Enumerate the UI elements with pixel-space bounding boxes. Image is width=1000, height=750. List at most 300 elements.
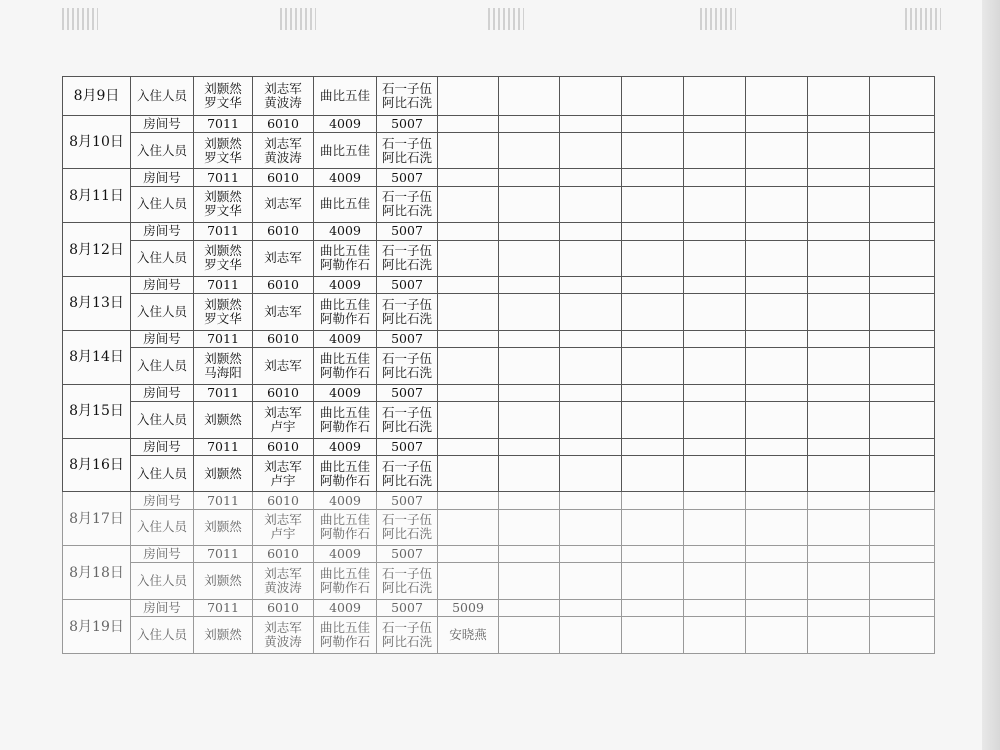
resident-names-cell	[622, 509, 684, 546]
resident-names-cell	[870, 348, 935, 385]
resident-names-cell	[499, 240, 560, 277]
binding-hole-mark	[280, 8, 316, 30]
resident-names-cell	[560, 186, 622, 223]
date-cell: 8月14日	[63, 330, 131, 384]
room-number-cell	[870, 277, 935, 294]
room-number-cell	[499, 546, 560, 563]
room-label-cell: 房间号	[131, 330, 194, 347]
room-number-cell	[684, 223, 746, 240]
room-number-cell: 7011	[194, 438, 253, 455]
room-number-cell	[870, 492, 935, 509]
resident-label-cell: 入住人员	[131, 77, 194, 116]
room-number-cell	[746, 438, 808, 455]
resident-names-cell	[746, 348, 808, 385]
room-number-row	[63, 330, 935, 347]
resident-names-cell	[870, 509, 935, 546]
resident-names-cell: 刘志军 卢宇	[253, 509, 314, 546]
resident-names-cell	[746, 186, 808, 223]
room-number-cell	[438, 546, 499, 563]
room-number-cell: 5007	[377, 169, 438, 186]
room-number-cell	[499, 438, 560, 455]
resident-names-cell	[746, 509, 808, 546]
resident-names-cell	[499, 186, 560, 223]
room-number-cell: 7011	[194, 330, 253, 347]
room-number-cell: 5007	[377, 277, 438, 294]
resident-names-cell	[870, 294, 935, 331]
resident-names-cell	[684, 348, 746, 385]
resident-names-cell	[746, 240, 808, 277]
room-number-cell	[870, 330, 935, 347]
resident-names-cell	[808, 455, 870, 492]
resident-names-cell: 石一子伍 阿比石洗	[377, 348, 438, 385]
room-number-cell	[808, 277, 870, 294]
resident-names-cell: 刘志军	[253, 240, 314, 277]
resident-names-cell	[870, 402, 935, 439]
room-number-cell	[560, 330, 622, 347]
binding-hole-mark	[62, 8, 98, 30]
resident-names-cell: 石一子伍 阿比石洗	[377, 455, 438, 492]
room-number-cell: 7011	[194, 115, 253, 132]
resident-names-cell: 曲比五佳	[314, 132, 377, 169]
date-cell: 8月11日	[63, 169, 131, 223]
date-cell: 8月18日	[63, 546, 131, 600]
resident-label-cell: 入住人员	[131, 186, 194, 223]
room-number-cell	[499, 492, 560, 509]
room-number-cell: 5007	[377, 546, 438, 563]
room-number-row	[63, 438, 935, 455]
room-number-cell	[438, 330, 499, 347]
resident-names-cell	[808, 186, 870, 223]
room-number-cell	[870, 438, 935, 455]
room-number-cell	[560, 384, 622, 401]
room-number-cell	[622, 438, 684, 455]
resident-names-cell: 曲比五佳 阿勒作石	[314, 240, 377, 277]
resident-names-cell	[870, 617, 935, 654]
room-number-cell	[499, 330, 560, 347]
resident-names-cell: 石一子伍 阿比石洗	[377, 509, 438, 546]
room-number-cell	[560, 169, 622, 186]
resident-names-cell	[438, 402, 499, 439]
room-label-cell: 房间号	[131, 115, 194, 132]
resident-names-cell	[499, 617, 560, 654]
resident-label-cell: 入住人员	[131, 240, 194, 277]
resident-names-cell: 曲比五佳 阿勒作石	[314, 348, 377, 385]
resident-names-cell	[870, 563, 935, 600]
room-number-cell: 7011	[194, 277, 253, 294]
room-number-cell: 4009	[314, 277, 377, 294]
resident-names-cell: 石一子伍 阿比石洗	[377, 617, 438, 654]
room-number-cell	[622, 330, 684, 347]
room-number-cell	[870, 115, 935, 132]
resident-names-cell	[499, 294, 560, 331]
room-number-cell	[808, 115, 870, 132]
room-number-cell: 6010	[253, 384, 314, 401]
resident-names-cell	[560, 402, 622, 439]
room-number-cell	[622, 546, 684, 563]
room-number-cell	[870, 600, 935, 617]
resident-names-cell: 刘志军 卢宇	[253, 402, 314, 439]
resident-names-cell	[438, 186, 499, 223]
resident-names-cell	[808, 240, 870, 277]
room-number-cell	[622, 223, 684, 240]
room-number-cell	[622, 384, 684, 401]
resident-names-cell	[746, 455, 808, 492]
resident-names-cell	[808, 402, 870, 439]
room-number-cell: 6010	[253, 546, 314, 563]
resident-names-cell	[746, 617, 808, 654]
resident-names-cell: 曲比五佳 阿勒作石	[314, 294, 377, 331]
room-number-cell: 6010	[253, 115, 314, 132]
resident-names-cell	[622, 402, 684, 439]
room-number-cell	[622, 169, 684, 186]
resident-names-cell	[438, 455, 499, 492]
resident-names-cell: 石一子伍 阿比石洗	[377, 186, 438, 223]
resident-names-cell	[499, 348, 560, 385]
room-number-row	[63, 115, 935, 132]
resident-names-cell: 石一子伍 阿比石洗	[377, 132, 438, 169]
resident-names-cell	[438, 240, 499, 277]
resident-row	[63, 240, 935, 277]
resident-names-cell: 曲比五佳 阿勒作石	[314, 617, 377, 654]
resident-names-cell	[684, 132, 746, 169]
room-number-cell	[808, 223, 870, 240]
room-number-cell	[808, 600, 870, 617]
room-number-cell	[746, 384, 808, 401]
resident-names-cell	[438, 563, 499, 600]
room-label-cell: 房间号	[131, 600, 194, 617]
resident-label-cell: 入住人员	[131, 563, 194, 600]
date-cell: 8月16日	[63, 438, 131, 492]
resident-row	[63, 348, 935, 385]
room-number-cell	[560, 600, 622, 617]
resident-names-cell: 曲比五佳 阿勒作石	[314, 509, 377, 546]
resident-names-cell	[870, 455, 935, 492]
resident-row	[63, 617, 935, 654]
room-number-cell	[622, 600, 684, 617]
resident-names-cell: 石一子伍 阿比石洗	[377, 402, 438, 439]
room-number-cell	[870, 169, 935, 186]
room-label-cell: 房间号	[131, 223, 194, 240]
page-edge	[982, 0, 1000, 750]
room-number-cell: 4009	[314, 169, 377, 186]
room-number-cell	[560, 546, 622, 563]
resident-names-cell	[560, 294, 622, 331]
resident-names-cell	[870, 186, 935, 223]
resident-names-cell	[746, 77, 808, 116]
resident-row	[63, 563, 935, 600]
date-cell: 8月10日	[63, 115, 131, 169]
room-number-cell: 7011	[194, 384, 253, 401]
resident-names-cell	[438, 509, 499, 546]
resident-names-cell: 刘颢然	[194, 563, 253, 600]
resident-names-cell	[684, 294, 746, 331]
resident-label-cell: 入住人员	[131, 348, 194, 385]
room-number-row	[63, 169, 935, 186]
resident-names-cell: 刘志军 黄波涛	[253, 77, 314, 116]
room-number-cell: 7011	[194, 600, 253, 617]
resident-names-cell	[808, 294, 870, 331]
date-cell: 8月15日	[63, 384, 131, 438]
resident-names-cell: 曲比五佳 阿勒作石	[314, 563, 377, 600]
resident-names-cell	[622, 455, 684, 492]
resident-names-cell: 刘颢然 罗文华	[194, 186, 253, 223]
room-number-cell	[622, 492, 684, 509]
room-assignment-table	[62, 76, 935, 654]
room-number-cell	[438, 277, 499, 294]
resident-label-cell: 入住人员	[131, 132, 194, 169]
resident-row	[63, 509, 935, 546]
room-number-cell: 7011	[194, 492, 253, 509]
resident-label-cell: 入住人员	[131, 402, 194, 439]
resident-names-cell	[622, 617, 684, 654]
room-number-cell: 5007	[377, 438, 438, 455]
resident-names-cell	[684, 455, 746, 492]
resident-label-cell: 入住人员	[131, 617, 194, 654]
room-number-cell	[808, 330, 870, 347]
resident-label-cell: 入住人员	[131, 455, 194, 492]
room-number-cell	[438, 115, 499, 132]
resident-names-cell	[560, 348, 622, 385]
room-number-cell	[684, 115, 746, 132]
room-number-cell	[622, 277, 684, 294]
resident-names-cell: 刘志军 黄波涛	[253, 617, 314, 654]
resident-names-cell	[438, 348, 499, 385]
binding-hole-mark	[905, 8, 941, 30]
room-number-cell: 6010	[253, 330, 314, 347]
resident-names-cell	[560, 240, 622, 277]
binding-hole-mark	[488, 8, 524, 30]
room-number-cell	[808, 546, 870, 563]
room-number-cell	[499, 223, 560, 240]
room-number-cell: 4009	[314, 600, 377, 617]
resident-names-cell	[499, 77, 560, 116]
room-number-cell: 6010	[253, 277, 314, 294]
room-number-cell	[746, 223, 808, 240]
room-number-cell	[870, 223, 935, 240]
resident-names-cell	[622, 132, 684, 169]
room-number-cell	[560, 492, 622, 509]
room-number-cell: 4009	[314, 546, 377, 563]
resident-names-cell: 石一子伍 阿比石洗	[377, 240, 438, 277]
table-body	[63, 77, 935, 654]
room-number-cell: 7011	[194, 169, 253, 186]
resident-names-cell	[622, 77, 684, 116]
room-number-cell	[684, 330, 746, 347]
room-number-cell: 4009	[314, 115, 377, 132]
resident-names-cell: 石一子伍 阿比石洗	[377, 294, 438, 331]
resident-names-cell: 刘志军 黄波涛	[253, 563, 314, 600]
room-number-row	[63, 277, 935, 294]
resident-label-cell: 入住人员	[131, 509, 194, 546]
room-number-cell	[684, 492, 746, 509]
resident-row	[63, 186, 935, 223]
room-number-cell	[808, 384, 870, 401]
room-number-row	[63, 546, 935, 563]
resident-names-cell	[870, 77, 935, 116]
resident-names-cell: 曲比五佳	[314, 186, 377, 223]
room-number-cell	[560, 223, 622, 240]
resident-names-cell	[808, 563, 870, 600]
resident-label-cell: 入住人员	[131, 294, 194, 331]
resident-names-cell: 刘颢然 马海阳	[194, 348, 253, 385]
resident-names-cell: 刘志军 黄波涛	[253, 132, 314, 169]
room-number-cell	[499, 384, 560, 401]
room-number-cell: 7011	[194, 223, 253, 240]
resident-row	[63, 132, 935, 169]
room-number-cell	[438, 438, 499, 455]
room-number-cell	[870, 546, 935, 563]
resident-names-cell	[746, 402, 808, 439]
resident-names-cell	[622, 186, 684, 223]
resident-names-cell	[560, 132, 622, 169]
resident-names-cell: 曲比五佳	[314, 77, 377, 116]
room-number-cell	[684, 384, 746, 401]
resident-names-cell	[746, 563, 808, 600]
resident-names-cell: 石一子伍 阿比石洗	[377, 563, 438, 600]
resident-names-cell	[622, 348, 684, 385]
room-number-row	[63, 384, 935, 401]
room-number-cell: 4009	[314, 384, 377, 401]
room-number-cell	[622, 115, 684, 132]
room-number-cell	[499, 115, 560, 132]
resident-names-cell	[499, 509, 560, 546]
room-number-cell: 4009	[314, 223, 377, 240]
room-number-cell: 6010	[253, 600, 314, 617]
resident-names-cell: 曲比五佳 阿勒作石	[314, 455, 377, 492]
room-number-cell: 4009	[314, 492, 377, 509]
resident-names-cell	[438, 294, 499, 331]
room-number-cell: 6010	[253, 438, 314, 455]
room-number-cell	[746, 169, 808, 186]
room-number-cell: 6010	[253, 492, 314, 509]
resident-names-cell: 刘志军 卢宇	[253, 455, 314, 492]
room-label-cell: 房间号	[131, 169, 194, 186]
resident-names-cell	[499, 563, 560, 600]
resident-names-cell	[560, 563, 622, 600]
room-number-cell: 7011	[194, 546, 253, 563]
room-number-cell	[499, 277, 560, 294]
room-number-cell: 5007	[377, 330, 438, 347]
resident-names-cell	[808, 77, 870, 116]
room-number-cell	[684, 438, 746, 455]
room-number-cell	[684, 277, 746, 294]
room-number-cell	[746, 492, 808, 509]
room-number-cell	[746, 600, 808, 617]
resident-names-cell: 石一子伍 阿比石洗	[377, 77, 438, 116]
date-cell: 8月12日	[63, 223, 131, 277]
room-number-cell	[684, 169, 746, 186]
resident-names-cell: 刘颢然	[194, 617, 253, 654]
resident-names-cell: 刘颢然	[194, 455, 253, 492]
room-number-cell	[746, 277, 808, 294]
room-number-cell	[438, 169, 499, 186]
room-number-cell	[808, 438, 870, 455]
room-number-cell	[438, 492, 499, 509]
room-label-cell: 房间号	[131, 492, 194, 509]
room-number-cell: 5007	[377, 384, 438, 401]
resident-names-cell	[499, 402, 560, 439]
resident-names-cell: 刘颢然	[194, 509, 253, 546]
date-cell: 8月19日	[63, 600, 131, 654]
resident-row	[63, 455, 935, 492]
room-number-cell: 5007	[377, 223, 438, 240]
resident-row	[63, 77, 935, 116]
resident-names-cell: 刘颢然	[194, 402, 253, 439]
resident-names-cell	[560, 509, 622, 546]
resident-names-cell	[684, 563, 746, 600]
date-cell: 8月17日	[63, 492, 131, 546]
resident-names-cell: 刘志军	[253, 186, 314, 223]
room-number-cell	[438, 384, 499, 401]
room-number-cell	[438, 223, 499, 240]
room-number-cell: 5007	[377, 492, 438, 509]
room-number-cell: 6010	[253, 169, 314, 186]
room-number-cell	[560, 277, 622, 294]
room-number-cell: 6010	[253, 223, 314, 240]
resident-names-cell	[684, 509, 746, 546]
room-number-cell	[746, 546, 808, 563]
resident-names-cell	[684, 402, 746, 439]
resident-names-cell	[746, 132, 808, 169]
resident-names-cell	[808, 132, 870, 169]
resident-names-cell	[622, 294, 684, 331]
resident-names-cell	[622, 563, 684, 600]
room-number-cell: 4009	[314, 438, 377, 455]
room-number-cell	[808, 169, 870, 186]
resident-names-cell	[684, 617, 746, 654]
resident-names-cell	[560, 617, 622, 654]
resident-names-cell	[560, 455, 622, 492]
resident-names-cell	[808, 617, 870, 654]
room-number-cell	[499, 600, 560, 617]
room-label-cell: 房间号	[131, 277, 194, 294]
resident-names-cell	[560, 77, 622, 116]
resident-names-cell	[499, 455, 560, 492]
room-number-cell	[746, 115, 808, 132]
room-number-cell	[870, 384, 935, 401]
resident-names-cell	[808, 348, 870, 385]
room-number-cell	[684, 546, 746, 563]
resident-names-cell	[622, 240, 684, 277]
room-number-cell: 5007	[377, 115, 438, 132]
resident-names-cell: 刘志军	[253, 348, 314, 385]
resident-names-cell	[438, 132, 499, 169]
room-number-cell: 5007	[377, 600, 438, 617]
resident-row	[63, 294, 935, 331]
resident-names-cell: 刘志军	[253, 294, 314, 331]
room-number-row	[63, 600, 935, 617]
resident-row	[63, 402, 935, 439]
resident-names-cell: 安晓燕	[438, 617, 499, 654]
room-number-row	[63, 223, 935, 240]
resident-names-cell: 曲比五佳 阿勒作石	[314, 402, 377, 439]
room-number-cell	[808, 492, 870, 509]
room-label-cell: 房间号	[131, 384, 194, 401]
date-cell: 8月9日	[63, 77, 131, 116]
room-number-cell	[746, 330, 808, 347]
resident-names-cell	[870, 240, 935, 277]
resident-names-cell	[499, 132, 560, 169]
room-number-row	[63, 492, 935, 509]
resident-names-cell	[746, 294, 808, 331]
resident-names-cell: 刘颢然 罗文华	[194, 77, 253, 116]
resident-names-cell	[684, 186, 746, 223]
resident-names-cell: 刘颢然 罗文华	[194, 240, 253, 277]
room-label-cell: 房间号	[131, 438, 194, 455]
resident-names-cell: 刘颢然 罗文华	[194, 294, 253, 331]
resident-names-cell	[808, 509, 870, 546]
room-number-cell	[499, 169, 560, 186]
